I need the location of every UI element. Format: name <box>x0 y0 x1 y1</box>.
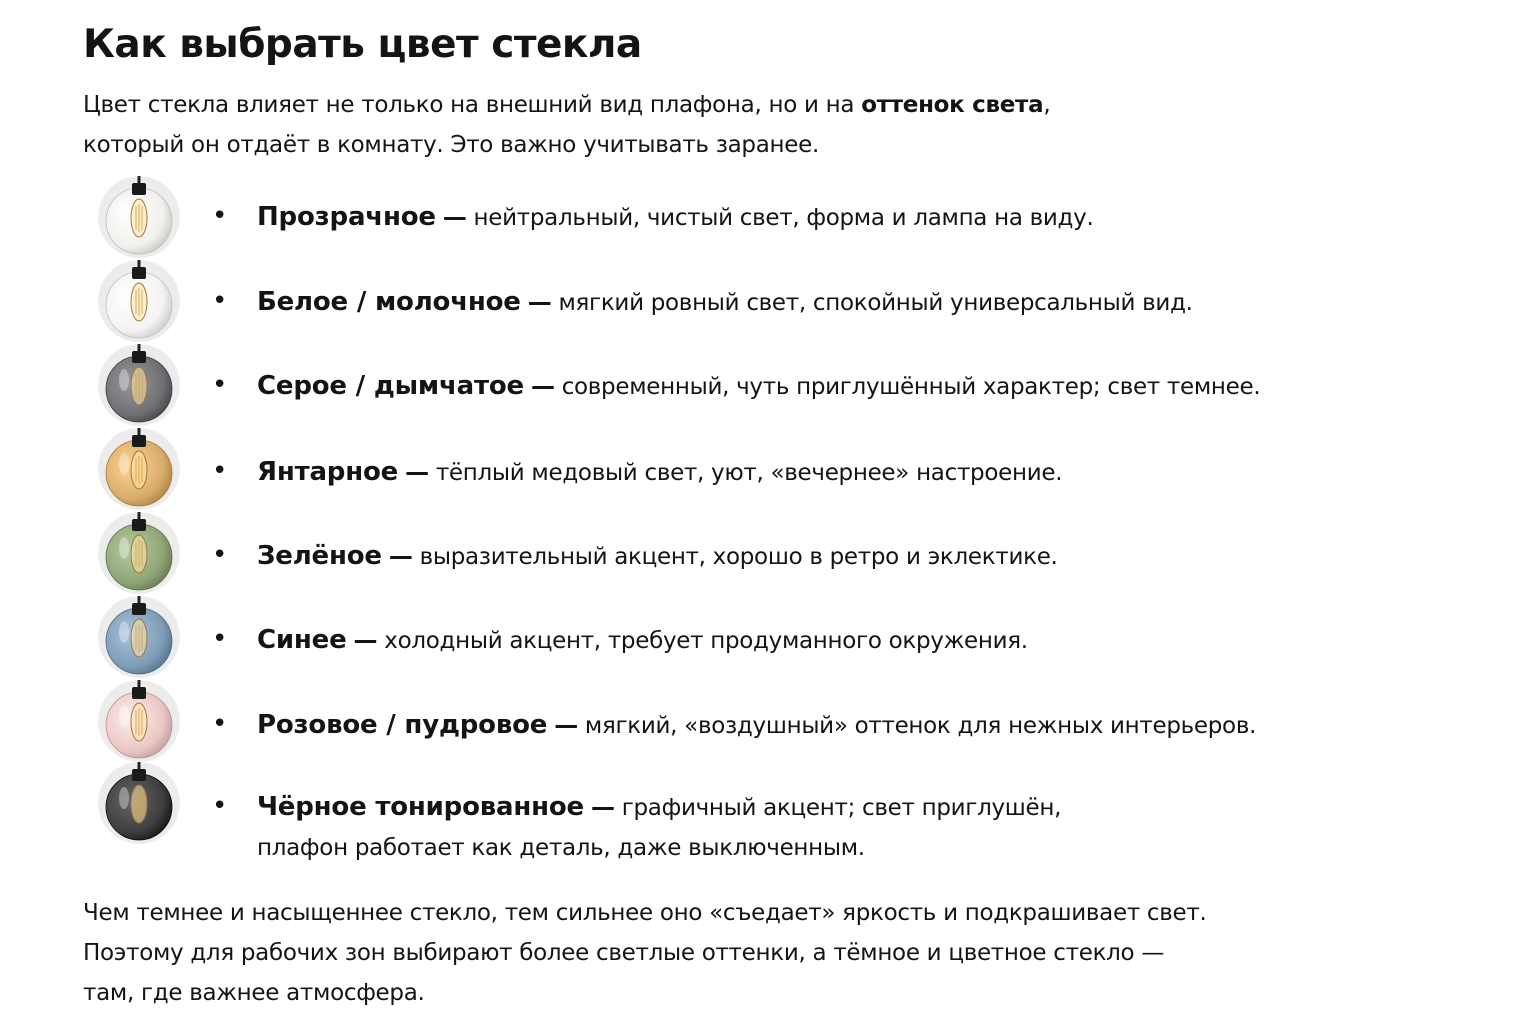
glass-name: Синее <box>257 625 347 655</box>
amber-glass-lamp-icon <box>98 428 180 510</box>
glass-description <box>257 620 1407 661</box>
glass-effect: нейтральный, чистый свет, форма и лампа на виду. <box>473 205 1094 231</box>
glass-description <box>257 366 1407 407</box>
bullet-marker: • <box>212 624 228 654</box>
page-title: Как выбрать цвет стекла <box>83 22 642 67</box>
intro-emphasis: оттенок света <box>861 92 1044 118</box>
glass-name: Серое / дымчатое <box>257 371 524 401</box>
glass-name: Чёрное тонированное <box>257 792 584 822</box>
glass-description <box>257 787 1407 868</box>
glass-effect: холодный акцент, требует продуманного окружения. <box>384 628 1028 654</box>
glass-description <box>257 452 1407 493</box>
em-dash: — <box>353 626 378 654</box>
em-dash: — <box>527 288 552 316</box>
outro-line-1: Чем темнее и насыщеннее стекло, тем сильнее оно «съедает» яркость и подкрашивает свет. <box>83 900 1207 926</box>
bullet-marker: • <box>212 540 228 570</box>
clear-glass-lamp-icon <box>98 176 180 258</box>
glass-description <box>257 536 1407 577</box>
green-glass-lamp-icon <box>98 512 180 594</box>
intro-text-start: Цвет стекла влияет не только на внешний вид плафона, но и на <box>83 92 862 118</box>
glass-effect: мягкий, «воздушный» оттенок для нежных интерьеров. <box>584 713 1257 739</box>
bullet-marker: • <box>212 201 228 231</box>
glass-effect: мягкий ровный свет, спокойный универсальный вид. <box>558 290 1193 316</box>
glass-name: Зелёное <box>257 541 382 571</box>
glass-effect-continued: плафон работает как деталь, даже выключенным. <box>257 835 865 861</box>
glass-effect: современный, чуть приглушённый характер; свет темнее. <box>561 374 1261 400</box>
bullet-marker: • <box>212 286 228 316</box>
outro-line-3: там, где важнее атмосфера. <box>83 980 425 1006</box>
em-dash: — <box>442 203 467 231</box>
em-dash: — <box>530 372 555 400</box>
black-glass-lamp-icon <box>98 762 180 844</box>
glass-effect: графичный акцент; свет приглушён, <box>621 795 1062 821</box>
bullet-marker: • <box>212 709 228 739</box>
glass-description <box>257 282 1407 323</box>
intro-comma: , <box>1043 92 1051 118</box>
em-dash: — <box>405 458 429 486</box>
glass-name: Белое / молочное <box>257 287 521 317</box>
em-dash: — <box>591 793 615 821</box>
glass-effect: тёплый медовый свет, уют, «вечернее» настроение. <box>435 460 1063 486</box>
em-dash: — <box>388 542 413 570</box>
bullet-marker: • <box>212 456 228 486</box>
em-dash: — <box>554 711 578 739</box>
smoky-glass-lamp-icon <box>98 344 180 426</box>
intro-text-line2: который он отдаёт в комнату. Это важно учитывать заранее. <box>83 132 819 158</box>
glass-name: Прозрачное <box>257 202 436 232</box>
blue-glass-lamp-icon <box>98 596 180 678</box>
glass-name: Розовое / пудровое <box>257 710 548 740</box>
outro-paragraph <box>83 893 1343 1013</box>
glass-name: Янтарное <box>257 457 399 487</box>
glass-description <box>257 197 1407 238</box>
bullet-marker: • <box>212 370 228 400</box>
glass-description <box>257 705 1407 746</box>
glass-effect: выразительный акцент, хорошо в ретро и эклектике. <box>419 544 1058 570</box>
bullet-marker: • <box>212 791 228 821</box>
pink-glass-lamp-icon <box>98 680 180 762</box>
milky-glass-lamp-icon <box>98 260 180 342</box>
outro-line-2: Поэтому для рабочих зон выбирают более светлые оттенки, а тёмное и цветное стекло — <box>83 940 1165 966</box>
